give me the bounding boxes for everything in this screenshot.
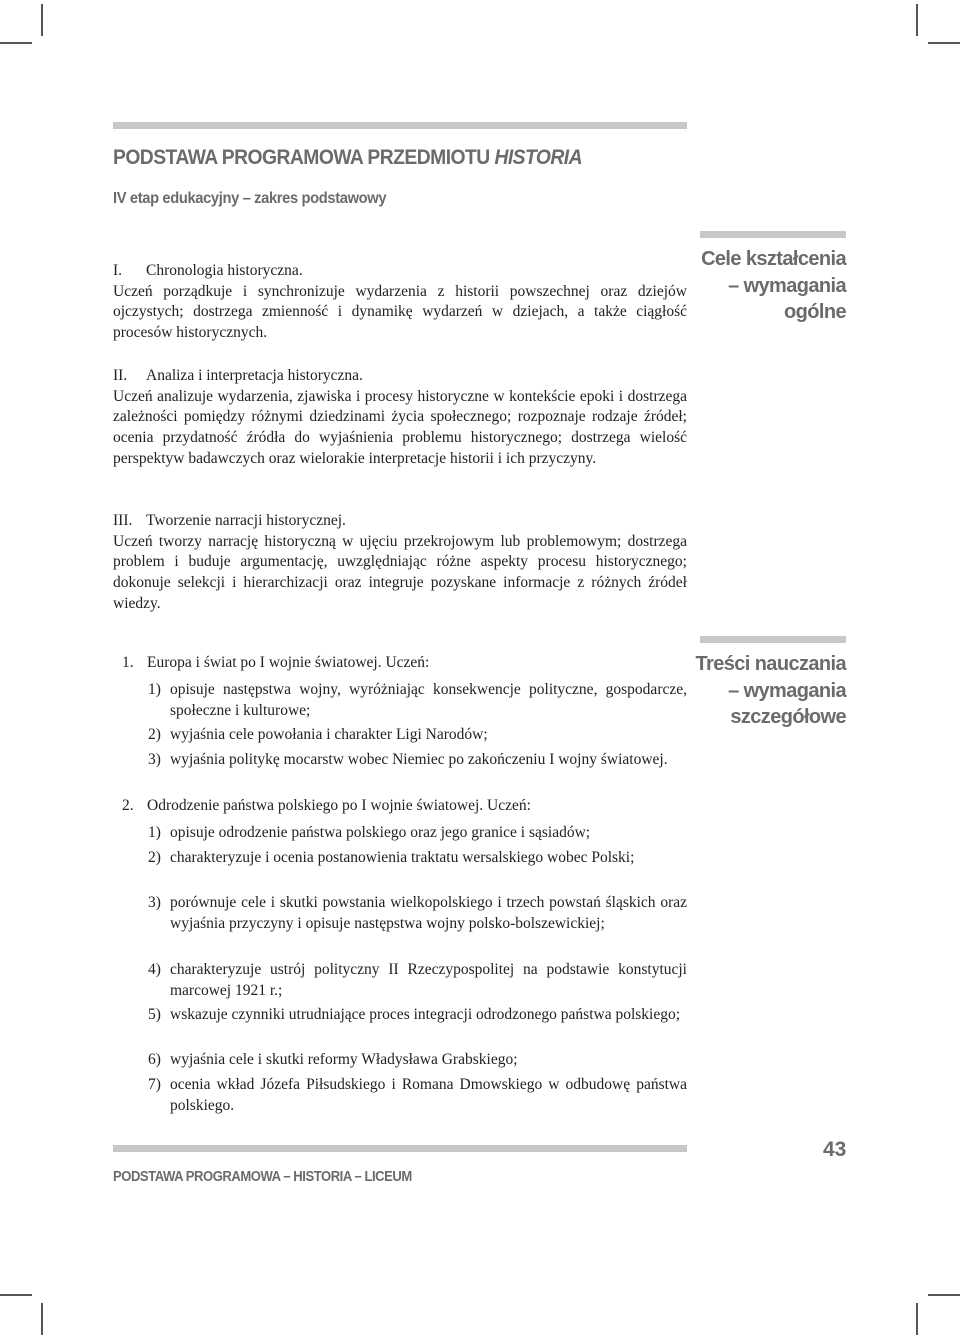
content-sidebar-line: szczegółowe [730, 706, 846, 728]
list-item-text: ocenia wkład Józefa Piłsudskiego i Romana Dmowskiego w odbudowę państwa polskiego. [170, 1076, 687, 1114]
list-item [148, 1050, 687, 1071]
goal-heading [113, 366, 687, 387]
list-item-text: charakteryzuje ustrój polityczny II Rzeczypospolitej na podstawie konstytucji marcowej 1921 r.; [170, 961, 687, 999]
goal-section [113, 511, 687, 615]
list-item-number: 3) [148, 894, 161, 911]
list-item [148, 680, 687, 721]
topic-heading [122, 796, 531, 817]
list-item-text: wyjaśnia cele powołania i charakter Ligi Narodów; [170, 726, 488, 743]
list-item-number: 1) [148, 824, 161, 841]
page-subtitle: IV etap edukacyjny – zakres podstawowy [113, 190, 387, 207]
list-item [148, 1005, 687, 1026]
goal-number: I. [113, 262, 123, 279]
page-title [113, 146, 582, 170]
list-item-number: 4) [148, 961, 161, 978]
header-rule [113, 122, 687, 129]
list-item-number: 3) [148, 751, 161, 768]
list-item-number: 2) [148, 849, 161, 866]
goal-section [113, 366, 687, 470]
goal-heading [113, 261, 687, 282]
crop-mark [0, 42, 32, 44]
list-item-text: wskazuje czynniki utrudniające proces integracji odrodzonego państwa polskiego; [170, 1006, 681, 1023]
page-title-text: PODSTAWA PROGRAMOWA PRZEDMIOTU [113, 146, 495, 169]
list-item-text: charakteryzuje i ocenia postanowienia traktatu wersalskiego wobec Polski; [170, 849, 635, 866]
list-item-text: wyjaśnia politykę mocarstw wobec Niemiec po zakończeniu I wojny światowej. [170, 751, 668, 768]
goals-sidebar-line: Cele kształcenia [701, 248, 846, 270]
topic-number: 1. [122, 654, 134, 671]
crop-mark [41, 4, 43, 36]
list-item-text: porównuje cele i skutki powstania wielkopolskiego i trzech powstań śląskich oraz wyjaśnia przyczyny i opisuje następstwa wojny polsko-bolszewickiej; [170, 894, 687, 932]
list-item-number: 7) [148, 1076, 161, 1093]
topic-heading [122, 653, 429, 674]
list-item [148, 823, 687, 844]
list-item-number: 5) [148, 1006, 161, 1023]
list-item [148, 750, 687, 771]
sidebar-rule-content [700, 636, 846, 643]
crop-mark [928, 42, 960, 44]
list-item-number: 1) [148, 681, 161, 698]
list-item-number: 6) [148, 1051, 161, 1068]
crop-mark [41, 1303, 43, 1335]
goal-number: III. [113, 512, 133, 529]
crop-mark [916, 1303, 918, 1335]
goals-sidebar [701, 246, 846, 326]
goal-section [113, 261, 687, 344]
goal-heading-text: Chronologia historyczna. [146, 262, 303, 279]
list-item [148, 893, 687, 934]
page-title-subject: HISTORIA [494, 146, 582, 169]
goals-sidebar-line: ogólne [784, 301, 846, 323]
goal-number: II. [113, 367, 128, 384]
goal-text: Uczeń analizuje wydarzenia, zjawiska i procesy historyczne w kontekście epoki i dostrzega zależności pomiędzy różnymi dziedzinami życia społecznego; rozpoznaje rodzaje źródeł; ocenia przydatność źródła do wyjaśnienia problemu historycznego; dostrzega wielość perspektyw badawczych oraz wielorakie interpretacje historii i ich przyczyny. [113, 387, 687, 467]
list-item-number: 2) [148, 726, 161, 743]
list-item [148, 848, 687, 869]
topic-heading-text: Odrodzenie państwa polskiego po I wojnie światowej. Uczeń: [147, 797, 531, 814]
goal-heading [113, 511, 687, 532]
list-item [148, 960, 687, 1001]
content-sidebar-line: – wymagania [728, 679, 846, 702]
list-item-text: opisuje odrodzenie państwa polskiego oraz jego granice i sąsiadów; [170, 824, 591, 841]
topic-number: 2. [122, 797, 134, 814]
content-sidebar [696, 651, 846, 731]
goal-heading-text: Tworzenie narracji historycznej. [146, 512, 346, 529]
sidebar-rule-goals [700, 231, 846, 238]
crop-mark [916, 4, 918, 36]
footer-text: PODSTAWA PROGRAMOWA – HISTORIA – LICEUM [113, 1169, 412, 1185]
list-item [148, 725, 687, 746]
goals-sidebar-line: – wymagania [728, 274, 846, 297]
crop-mark [928, 1294, 960, 1296]
footer-rule [113, 1145, 687, 1152]
crop-mark [0, 1294, 32, 1296]
page-number: 43 [823, 1138, 847, 1161]
list-item [148, 1075, 687, 1116]
list-item-text: wyjaśnia cele i skutki reformy Władysława Grabskiego; [170, 1051, 518, 1068]
goal-text: Uczeń tworzy narrację historyczną w ujęciu przekrojowym lub problemowym; dostrzega problem i buduje argumentację, uwzględniając różne aspekty procesu historycznego; dokonuje selekcji i hierarchizacji oraz integruje pozyskane informacje z różnych źródeł wiedzy. [113, 532, 687, 612]
list-item-text: opisuje następstwa wojny, wyróżniając konsekwencje polityczne, gospodarcze, społeczne i kulturowe; [170, 681, 687, 719]
content-sidebar-line: Treści nauczania [695, 653, 846, 675]
goal-text: Uczeń porządkuje i synchronizuje wydarzenia z historii powszechnej oraz dziejów ojczystych; dostrzega zmienność i dynamikę wydarzeń w dziejach, a także ciągłość procesów historycznych. [113, 282, 687, 342]
topic-heading-text: Europa i świat po I wojnie światowej. Uczeń: [147, 654, 430, 671]
goal-heading-text: Analiza i interpretacja historyczna. [146, 367, 363, 384]
